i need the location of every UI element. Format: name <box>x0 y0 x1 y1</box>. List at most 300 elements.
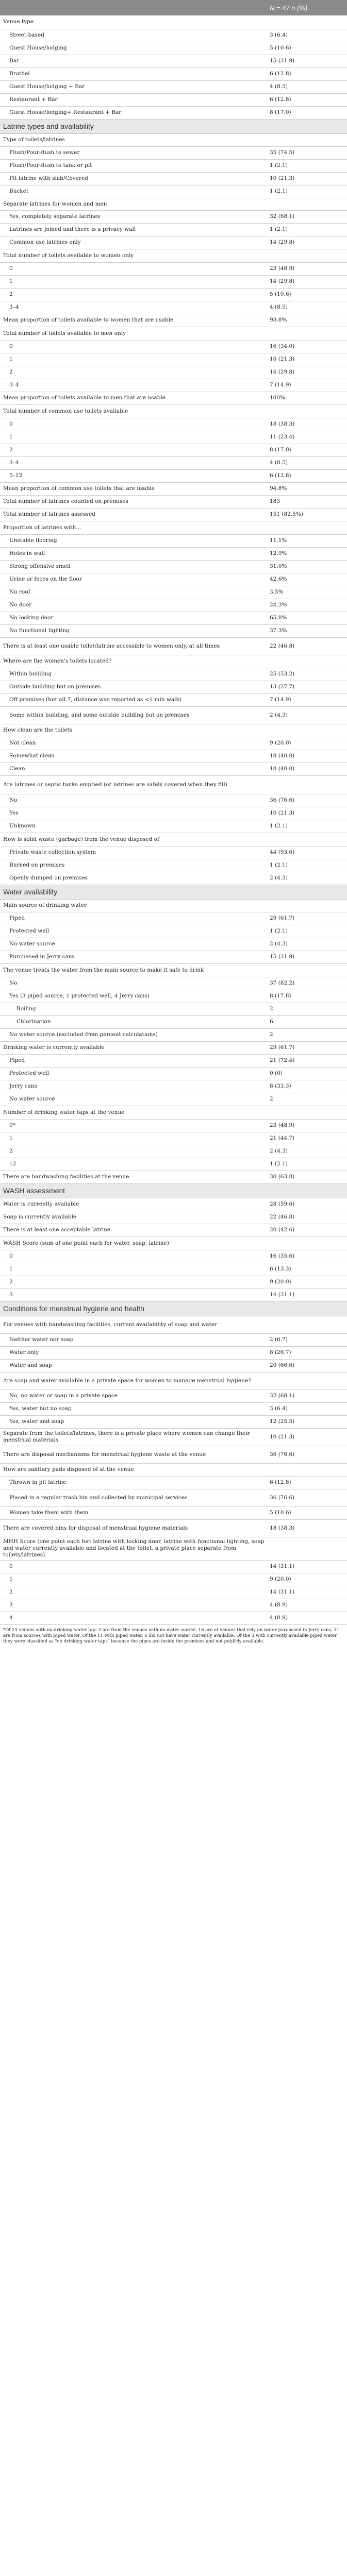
row-value: 37.3% <box>265 624 347 637</box>
row-value: 1 (2.1) <box>265 859 347 872</box>
question-row <box>0 1236 347 1250</box>
row-value: 15 (31.9) <box>265 55 347 67</box>
table-row <box>0 159 347 172</box>
row-value: 12 (25.5) <box>265 1415 347 1428</box>
row-value: 7 (14.9) <box>265 693 347 706</box>
row-value: 7 (14.9) <box>265 379 347 392</box>
row-value: 32 (68.1) <box>265 1389 347 1402</box>
row-label: Yes (3 piped source, 1 protected well, 4 Jerry cans) <box>0 990 265 1003</box>
row-label: Holes in wall <box>0 547 265 560</box>
row-value: 14 (29.8) <box>265 236 347 249</box>
row-label: Total number of toilets available to women only <box>0 249 265 262</box>
row-value: 44 (93.6) <box>265 846 347 859</box>
table-row <box>0 431 347 444</box>
table-row <box>0 990 347 1003</box>
row-label: Some within building, and some outside building but on premises <box>0 706 265 724</box>
table-row <box>0 1612 347 1624</box>
row-label: Guest House/lodging <box>0 42 265 55</box>
row-label: Chlorination <box>0 1015 265 1028</box>
table-row <box>0 1263 347 1276</box>
table-row <box>0 340 347 353</box>
row-label: Burned on premises <box>0 859 265 872</box>
row-value <box>265 1106 347 1119</box>
header-label <box>0 0 265 15</box>
row-value: 2 (6.7) <box>265 1333 347 1346</box>
row-value: 15 (31.9) <box>265 951 347 963</box>
table-row <box>0 1359 347 1372</box>
row-value: 4 (8.9) <box>265 1612 347 1624</box>
table-row <box>0 1476 347 1489</box>
row-label: Piped <box>0 1054 265 1067</box>
row-value: 20 (42.6) <box>265 1224 347 1236</box>
table-row <box>0 1276 347 1289</box>
row-label: 3–4 <box>0 379 265 392</box>
row-value <box>265 899 347 912</box>
table-row <box>0 668 347 681</box>
row-value: 32 (68.1) <box>265 210 347 223</box>
row-value: 3 (6.4) <box>265 1402 347 1415</box>
table-row <box>0 794 347 807</box>
table-row <box>0 146 347 159</box>
row-value: 18 (38.3) <box>265 418 347 431</box>
row-value <box>265 1183 347 1198</box>
table-row <box>0 1599 347 1612</box>
question-row <box>0 1198 347 1211</box>
row-label: 0* <box>0 1119 265 1132</box>
table-row <box>0 1560 347 1573</box>
table-row <box>0 223 347 236</box>
row-value <box>265 833 347 846</box>
question-row <box>0 495 347 508</box>
row-value <box>265 1301 347 1316</box>
row-label: Common use latrines only <box>0 236 265 249</box>
table-row <box>0 1132 347 1145</box>
row-label: Unknown <box>0 820 265 833</box>
row-label: No roof <box>0 586 265 599</box>
row-label: Neither water nor soap <box>0 1333 265 1346</box>
table-row <box>0 1586 347 1599</box>
question-row <box>0 775 347 794</box>
table-row <box>0 1573 347 1586</box>
row-label: 2 <box>0 288 265 301</box>
table-row <box>0 951 347 963</box>
table-row <box>0 762 347 775</box>
table-row <box>0 560 347 573</box>
table-row <box>0 573 347 586</box>
row-label: Total number of common use toilets available <box>0 404 265 418</box>
question-row <box>0 1171 347 1183</box>
row-value: 2 (4.3) <box>265 1145 347 1158</box>
table-row <box>0 172 347 185</box>
row-label: Women take them with them <box>0 1506 265 1519</box>
row-label: How clean are the toilets <box>0 724 265 737</box>
table-row <box>0 469 347 482</box>
question-row <box>0 1106 347 1119</box>
table-row <box>0 185 347 198</box>
row-label: Private waste collection system <box>0 846 265 859</box>
question-row <box>0 724 347 737</box>
question-row <box>0 482 347 495</box>
row-value: 25 (53.2) <box>265 668 347 681</box>
table-row <box>0 681 347 693</box>
row-value: 9 (20.0) <box>265 737 347 750</box>
row-value: 3 (6.4) <box>265 29 347 42</box>
row-value: 28 (59.6) <box>265 1198 347 1211</box>
row-label: 1 <box>0 1132 265 1145</box>
row-label: Mean proportion of toilets available to women that are usable <box>0 314 265 327</box>
row-value: 14 (31.1) <box>265 1289 347 1301</box>
row-value: 3.5% <box>265 586 347 599</box>
row-label: Yes, water but no soap <box>0 1402 265 1415</box>
row-value: 2 (4.3) <box>265 706 347 724</box>
row-label: Guest House/lodging+ Restaurant + Bar <box>0 106 265 119</box>
question-row <box>0 15 347 29</box>
row-value: 29 (61.7) <box>265 912 347 925</box>
question-row <box>0 1519 347 1537</box>
row-label: 1 <box>0 1573 265 1586</box>
row-label: Total number of latrines assessed <box>0 508 265 521</box>
row-label: 1 <box>0 431 265 444</box>
table-row <box>0 55 347 67</box>
table-row <box>0 547 347 560</box>
row-value: 4 (8.5) <box>265 80 347 93</box>
row-value: 9 (20.0) <box>265 1573 347 1586</box>
row-value: 8 (17.0) <box>265 106 347 119</box>
table-row <box>0 1054 347 1067</box>
row-label: Bucket <box>0 185 265 198</box>
question-row <box>0 249 347 262</box>
table-row <box>0 750 347 762</box>
row-label: Unstable flooring <box>0 534 265 547</box>
row-value: 2 <box>265 1028 347 1041</box>
table-row <box>0 1067 347 1080</box>
row-value: 36 (76.6) <box>265 1489 347 1506</box>
row-value <box>265 133 347 146</box>
row-label: There are handwashing facilities at the venue <box>0 1171 265 1183</box>
row-value: 1 (2.1) <box>265 185 347 198</box>
row-value: 4 (8.9) <box>265 1599 347 1612</box>
table-row <box>0 586 347 599</box>
row-label: No functional lighting <box>0 624 265 637</box>
row-value <box>265 119 347 133</box>
question-row <box>0 833 347 846</box>
row-value: 151 (82.5%) <box>265 508 347 521</box>
section-title: WASH assessment <box>0 1183 265 1198</box>
table-row <box>0 1333 347 1346</box>
row-value: 35 (74.5) <box>265 146 347 159</box>
row-value: 18 (40.0) <box>265 762 347 775</box>
row-value <box>265 775 347 794</box>
row-value: 42.6% <box>265 573 347 586</box>
table-row <box>0 456 347 469</box>
row-value <box>265 15 347 29</box>
row-label: Pit latrine with slab/Covered <box>0 172 265 185</box>
table-row <box>0 210 347 223</box>
row-label: No, no water or soap in a private space <box>0 1389 265 1402</box>
row-value: 14 (31.1) <box>265 1560 347 1573</box>
row-label: 2 <box>0 366 265 379</box>
row-label: The venue treats the water from the main source to make it safe to drink <box>0 963 265 977</box>
row-label: 1 <box>0 275 265 288</box>
table-row <box>0 977 347 990</box>
table-row <box>0 444 347 456</box>
row-value: 10 (21.3) <box>265 353 347 366</box>
section-header-row <box>0 119 347 133</box>
table-row <box>0 1145 347 1158</box>
row-label: Mean proportion of toilets available to men that are usable <box>0 392 265 404</box>
row-label: Separate from the toilets/latrines, there is a private place where women can change their menstrual materials <box>0 1428 265 1446</box>
row-value: 2 (4.3) <box>265 938 347 951</box>
row-label: Protected well <box>0 925 265 938</box>
row-value <box>265 1537 347 1560</box>
row-label: No door <box>0 599 265 612</box>
row-label: Thrown in pit latrine <box>0 1476 265 1489</box>
row-value: 6 (13.3) <box>265 1263 347 1276</box>
table-row <box>0 807 347 820</box>
row-value: 6 (12.8) <box>265 67 347 80</box>
question-row <box>0 1428 347 1446</box>
row-label: Are soap and water available in a private space for women to manage menstrual hygiene? <box>0 1372 265 1389</box>
table-row <box>0 236 347 249</box>
row-label: WASH Score (sum of one point each for water, soap, latrine) <box>0 1236 265 1250</box>
question-row <box>0 1372 347 1389</box>
row-label: 2 <box>0 444 265 456</box>
row-label: No <box>0 794 265 807</box>
row-label: Off premises (but all 7, distance was reported as <1 min walk) <box>0 693 265 706</box>
row-label: Outside building but on premises <box>0 681 265 693</box>
row-label: Mean proportion of common use toilets that are usable <box>0 482 265 495</box>
table-row <box>0 1015 347 1028</box>
row-label: 2 <box>0 1145 265 1158</box>
row-value: 100% <box>265 392 347 404</box>
row-label: There is at least one usable toilet/latrine accessible to women only, at all times <box>0 637 265 655</box>
row-value: 10 (21.3) <box>265 172 347 185</box>
row-label: Purchased in Jerry cans <box>0 951 265 963</box>
question-row <box>0 1041 347 1054</box>
row-label: 4 <box>0 1612 265 1624</box>
table-row <box>0 1093 347 1106</box>
table-row <box>0 1250 347 1263</box>
row-value: 16 (34.0) <box>265 340 347 353</box>
table-row <box>0 1158 347 1171</box>
row-label: Yes, water and soap <box>0 1415 265 1428</box>
row-label: Main source of drinking water <box>0 899 265 912</box>
row-value: 23 (48.9) <box>265 1119 347 1132</box>
row-value: 4 (8.5) <box>265 456 347 469</box>
table-row <box>0 624 347 637</box>
table-row <box>0 418 347 431</box>
row-label: 3–4 <box>0 301 265 314</box>
row-value: 18 (38.3) <box>265 1519 347 1537</box>
row-label: Venue type <box>0 15 265 29</box>
row-value <box>265 724 347 737</box>
row-value: 21 (72.4) <box>265 1054 347 1067</box>
row-label: Boiling <box>0 1003 265 1015</box>
row-label: Guest House/lodging + Bar <box>0 80 265 93</box>
table-row <box>0 366 347 379</box>
section-header-row <box>0 1183 347 1198</box>
row-value: 13 (27.7) <box>265 681 347 693</box>
row-label: Water only <box>0 1346 265 1359</box>
row-label: 1 <box>0 353 265 366</box>
row-label: How is solid waste (garbage) from the venue disposed of <box>0 833 265 846</box>
table-row <box>0 846 347 859</box>
row-label: 1 <box>0 1263 265 1276</box>
row-value: 36 (76.6) <box>265 794 347 807</box>
row-label: 12 <box>0 1158 265 1171</box>
row-label: 2 <box>0 1586 265 1599</box>
table-row <box>0 42 347 55</box>
row-label: 3–4 <box>0 456 265 469</box>
row-value: 29 (61.7) <box>265 1041 347 1054</box>
row-label: Yes, completely separate latrines <box>0 210 265 223</box>
table-row <box>0 1028 347 1041</box>
table-row <box>0 1346 347 1359</box>
row-value: 11 (23.4) <box>265 431 347 444</box>
row-value: 94.8% <box>265 482 347 495</box>
row-value: 5 (10.6) <box>265 1506 347 1519</box>
row-label: Within building <box>0 668 265 681</box>
row-value: 12.9% <box>265 547 347 560</box>
row-value: 36 (76.6) <box>265 1446 347 1463</box>
question-row <box>0 327 347 340</box>
row-label: Placed in a regular trash bin and collected by municipal services <box>0 1489 265 1506</box>
row-value: 11.1% <box>265 534 347 547</box>
row-value: 183 <box>265 495 347 508</box>
row-label: No water source <box>0 1093 265 1106</box>
row-value: 1 (2.1) <box>265 223 347 236</box>
section-header-row <box>0 885 347 899</box>
question-row <box>0 521 347 534</box>
row-value: 37 (82.2) <box>265 977 347 990</box>
row-value <box>265 655 347 668</box>
row-value <box>265 327 347 340</box>
table-row <box>0 93 347 106</box>
question-row <box>0 1463 347 1476</box>
table-header-row <box>0 0 347 15</box>
table-row <box>0 534 347 547</box>
table-row <box>0 1289 347 1301</box>
row-label: Clean <box>0 762 265 775</box>
table-row <box>0 106 347 119</box>
table-row <box>0 693 347 706</box>
table-row <box>0 353 347 366</box>
row-value: 1 (2.1) <box>265 820 347 833</box>
table-row <box>0 29 347 42</box>
row-label: No water source (excluded from percent calculations) <box>0 1028 265 1041</box>
row-value: 23 (48.9) <box>265 262 347 275</box>
section-title: Conditions for menstrual hygiene and health <box>0 1301 265 1316</box>
row-value: 8 (17.8) <box>265 990 347 1003</box>
row-value: 6 <box>265 1015 347 1028</box>
question-row <box>0 637 347 655</box>
question-row <box>0 1316 347 1333</box>
row-value: 1 (2.1) <box>265 159 347 172</box>
section-title: Latrine types and availability <box>0 119 265 133</box>
row-value: 1 (2.1) <box>265 1158 347 1171</box>
row-label: There are covered bins for disposal of menstrual hygiene materials <box>0 1519 265 1537</box>
question-row <box>0 1224 347 1236</box>
section-header-row <box>0 1301 347 1316</box>
table-row <box>0 1415 347 1428</box>
table-row <box>0 1389 347 1402</box>
question-row <box>0 899 347 912</box>
row-value: 8 (33.3) <box>265 1080 347 1093</box>
row-label: 0 <box>0 1250 265 1263</box>
row-label: Type of toilets/latrines <box>0 133 265 146</box>
header-sample-size: N = 47 n (%) <box>265 0 347 15</box>
row-label: Total number of toilets available to men only <box>0 327 265 340</box>
row-label: There are disposal mechanisms for menstrual hygiene waste at the venue <box>0 1446 265 1463</box>
row-label: Piped <box>0 912 265 925</box>
table-row <box>0 1003 347 1015</box>
table-row <box>0 301 347 314</box>
table-row <box>0 859 347 872</box>
row-value <box>265 1372 347 1389</box>
row-value: 18 (40.0) <box>265 750 347 762</box>
row-value: 4 (8.5) <box>265 301 347 314</box>
row-label: For venues with handwashing facilities, current availability of soap and water <box>0 1316 265 1333</box>
row-value <box>265 249 347 262</box>
table-row <box>0 262 347 275</box>
table-row <box>0 599 347 612</box>
row-value <box>265 1236 347 1250</box>
row-value: 5 (10.6) <box>265 42 347 55</box>
row-value: 22 (46.8) <box>265 1211 347 1224</box>
row-label: 2 <box>0 1276 265 1289</box>
row-label: Latrines are joined and there is a privacy wall <box>0 223 265 236</box>
row-label: Total number of latrines counted on premises <box>0 495 265 508</box>
row-label: Yes <box>0 807 265 820</box>
row-value: 93.8% <box>265 314 347 327</box>
table-row <box>0 1080 347 1093</box>
row-value: 65.8% <box>265 612 347 624</box>
table-row <box>0 288 347 301</box>
question-row <box>0 508 347 521</box>
table-row <box>0 912 347 925</box>
row-value: 14 (29.8) <box>265 366 347 379</box>
row-value: 5 (10.6) <box>265 288 347 301</box>
row-value: 24.3% <box>265 599 347 612</box>
row-value: 2 <box>265 1003 347 1015</box>
row-value: 20 (66.6) <box>265 1359 347 1372</box>
row-label: Strong offensive smell <box>0 560 265 573</box>
row-value: 6 (12.8) <box>265 93 347 106</box>
row-label: No <box>0 977 265 990</box>
table-row <box>0 1489 347 1506</box>
row-label: Drinking water is currently available <box>0 1041 265 1054</box>
row-value: 0 (0) <box>265 1067 347 1080</box>
row-label: Street-based <box>0 29 265 42</box>
question-row <box>0 392 347 404</box>
row-label: 3 <box>0 1599 265 1612</box>
row-value: 14 (29.8) <box>265 275 347 288</box>
table-row <box>0 737 347 750</box>
row-value: 31.0% <box>265 560 347 573</box>
row-label: Proportion of latrines with… <box>0 521 265 534</box>
row-value: 1 (2.1) <box>265 925 347 938</box>
row-label: Water and soap <box>0 1359 265 1372</box>
row-label: Somewhat clean <box>0 750 265 762</box>
table-row <box>0 379 347 392</box>
table-row <box>0 67 347 80</box>
question-row <box>0 1446 347 1463</box>
row-label: Flush/Pour-flush to sewer <box>0 146 265 159</box>
table-row <box>0 80 347 93</box>
table-footnote: *Of 23 venues with no drinking water tap: 2 are from the venues with no water source, 16 are at venues that rely on water purchased in Jerry cans, 11 are from sources with piped water. Of the 11 with piped water, 6 did not have water currently available. Of the 3 with currently available piped water, they were classified as "no drinking water taps" because the pipes are inside the premises and not publicly available. <box>3 1627 340 1644</box>
row-value <box>265 404 347 418</box>
row-value <box>265 521 347 534</box>
